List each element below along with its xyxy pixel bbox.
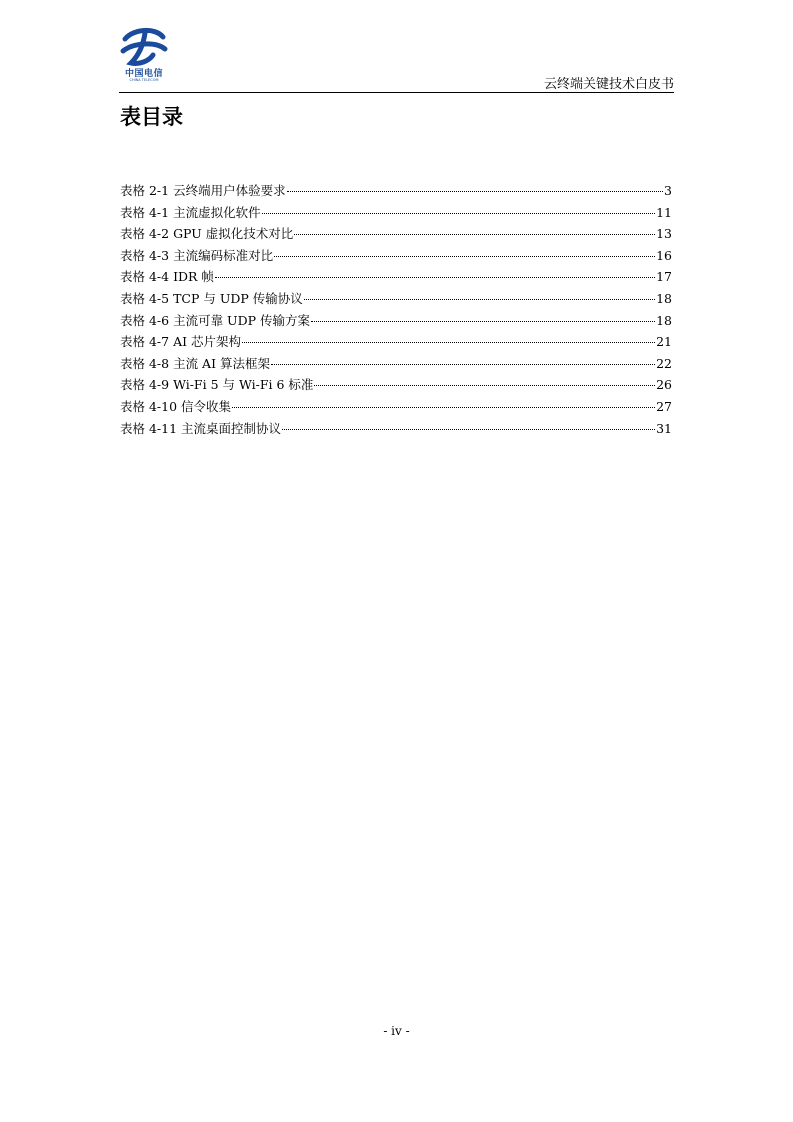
toc-dot-leader: [311, 321, 655, 322]
toc-entry-label: 表格 4-3 主流编码标准对比: [120, 247, 274, 263]
toc-dot-leader: [232, 407, 655, 408]
toc-entry[interactable]: [120, 246, 672, 268]
toc-entry-label: 表格 4-11 主流桌面控制协议: [120, 420, 282, 436]
logo-english-text: CHINA TELECOM: [129, 78, 159, 82]
toc-entry-label: 表格 4-7 AI 芯片架构: [120, 334, 242, 350]
toc-entry[interactable]: [120, 224, 672, 246]
toc-dot-leader: [271, 364, 655, 365]
toc-entry-label: 表格 4-1 主流虚拟化软件: [120, 204, 261, 220]
toc-entry-label: 表格 4-2 GPU 虚拟化技术对比: [120, 226, 294, 242]
toc-entry[interactable]: [120, 397, 672, 419]
toc-dot-leader: [215, 277, 655, 278]
toc-entry-page: 3: [664, 183, 672, 198]
toc-dot-leader: [274, 256, 655, 257]
toc-entry[interactable]: [120, 332, 672, 354]
toc-dot-leader: [294, 234, 655, 235]
toc-entry[interactable]: [120, 203, 672, 225]
page-number: - iv -: [383, 1024, 410, 1038]
toc-entry[interactable]: [120, 311, 672, 333]
toc-dot-leader: [287, 191, 663, 192]
header-divider: [119, 92, 674, 93]
toc-entry-label: 表格 4-6 主流可靠 UDP 传输方案: [120, 312, 310, 328]
logo-chinese-text: 中国电信: [124, 69, 163, 79]
toc-entry[interactable]: [120, 181, 672, 203]
toc-entry-page: 18: [656, 312, 672, 328]
toc-entry-label: 表格 4-5 TCP 与 UDP 传输协议: [120, 290, 303, 306]
toc-dot-leader: [242, 342, 655, 343]
toc-entry-page: 17: [656, 269, 672, 285]
toc-entry[interactable]: [120, 419, 672, 441]
toc-entry-page: 27: [656, 398, 672, 414]
page-title: 表目录: [120, 105, 183, 129]
toc-entry-label: 表格 4-9 Wi-Fi 5 与 Wi-Fi 6 标准: [120, 377, 314, 393]
toc-entry[interactable]: [120, 375, 672, 397]
toc-dot-leader: [304, 299, 655, 300]
toc-entry-page: 21: [656, 334, 672, 350]
toc-entry-page: 13: [656, 226, 672, 242]
toc-dot-leader: [314, 385, 655, 386]
toc-entry-page: 18: [656, 290, 672, 306]
toc-dot-leader: [262, 213, 656, 214]
toc-entry[interactable]: [120, 289, 672, 311]
toc-dot-leader: [282, 429, 655, 430]
toc-entry[interactable]: [120, 354, 672, 376]
toc-entry-label: 表格 2-1 云终端用户体验要求: [120, 183, 286, 198]
document-header-title: 云终端关键技术白皮书: [543, 77, 674, 92]
toc-entry-page: 31: [656, 420, 672, 436]
toc-entry-page: 11: [656, 204, 672, 220]
toc-entry-label: 表格 4-10 信令收集: [120, 398, 232, 414]
toc-entry-page: 16: [656, 247, 672, 263]
toc-entry-label: 表格 4-4 IDR 帧: [120, 269, 214, 285]
toc-entry-page: 22: [656, 355, 672, 371]
toc-entry[interactable]: [120, 267, 672, 289]
table-of-tables: [120, 181, 672, 440]
toc-entry-label: 表格 4-8 主流 AI 算法框架: [120, 355, 270, 371]
toc-entry-page: 26: [656, 377, 672, 393]
